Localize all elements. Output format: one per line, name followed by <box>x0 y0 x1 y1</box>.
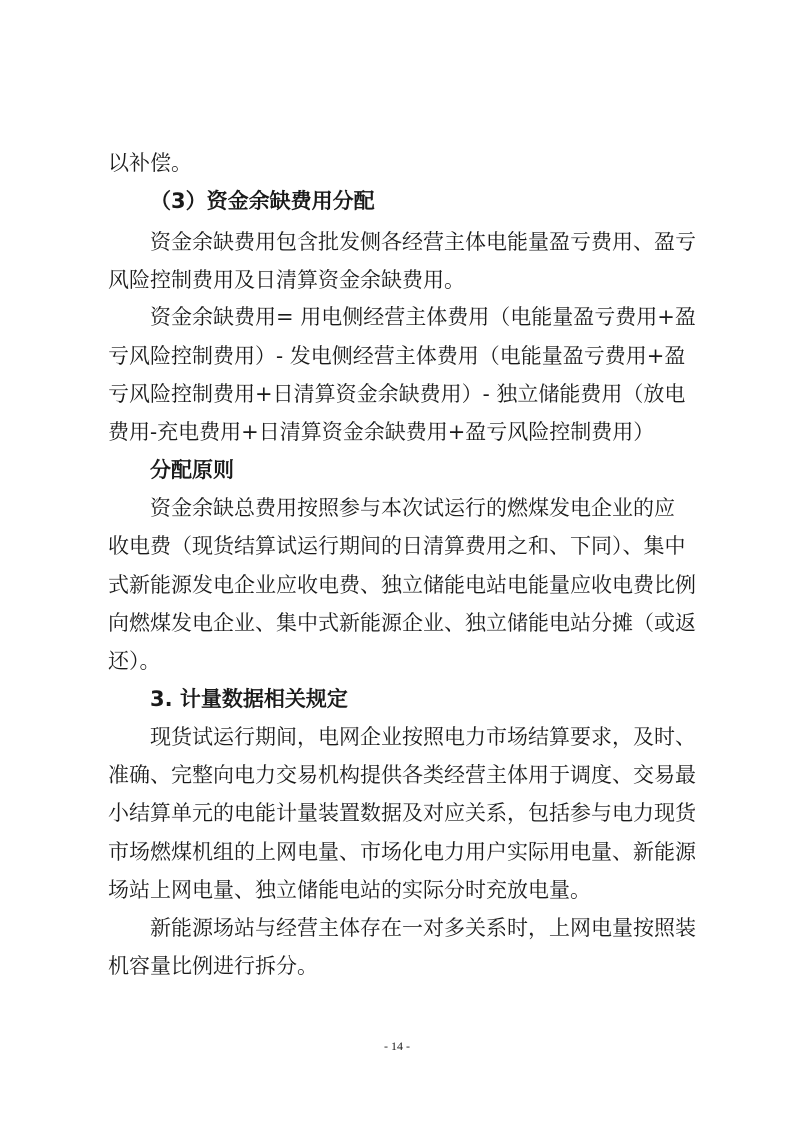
page-number: - 14 - <box>384 1039 410 1053</box>
paragraph-line: 新能源场站与经营主体存在一对多关系时，上网电量按照装 <box>150 916 696 940</box>
paragraph-line: 还）。 <box>108 649 161 673</box>
paragraph-line: 式新能源发电企业应收电费、独立储能电站电能量应收电费比例 <box>108 573 696 597</box>
paragraph-line: 机容量比例进行拆分。 <box>108 954 318 978</box>
paragraph-line: 费用-充电费用+日清算资金余缺费用+盈亏风险控制费用） <box>108 420 655 444</box>
paragraph-line: 现货试运行期间，电网企业按照电力市场结算要求，及时、 <box>150 725 696 749</box>
paragraph-line: 准确、完整向电力交易机构提供各类经营主体用于调度、交易最 <box>108 763 696 787</box>
paragraph-line: 场站上网电量、独立储能电站的实际分时充放电量。 <box>108 878 591 902</box>
paragraph-line: 风险控制费用及日清算资金余缺费用。 <box>108 268 465 292</box>
paragraph-line: 资金余缺费用= 用电侧经营主体费用（电能量盈亏费用+盈 <box>150 305 696 329</box>
paragraph-line: 资金余缺费用包含批发侧各经营主体电能量盈亏费用、盈亏 <box>150 230 696 254</box>
paragraph-line: 亏风险控制费用）- 发电侧经营主体费用（电能量盈亏费用+盈 <box>108 344 686 368</box>
paragraph-line: 亏风险控制费用+日清算资金余缺费用）- 独立储能费用（放电 <box>108 382 686 406</box>
paragraph-line: 收电费（现货结算试运行期间的日清算费用之和、下同）、集中 <box>108 534 686 558</box>
paragraph-line: 资金余缺总费用按照参与本次试运行的燃煤发电企业的应 <box>150 496 675 520</box>
section-heading: （3）资金余缺费用分配 <box>150 189 375 213</box>
paragraph-line: 向燃煤发电企业、集中式新能源企业、独立储能电站分摊（或返 <box>108 611 696 635</box>
subheading: 分配原则 <box>150 458 234 482</box>
paragraph-line: 市场燃煤机组的上网电量、市场化电力用户实际用电量、新能源 <box>108 840 696 864</box>
paragraph-line: 小结算单元的电能计量装置数据及对应关系，包括参与电力现货 <box>108 801 696 825</box>
section-heading: 3. 计量数据相关规定 <box>150 687 348 711</box>
text-line: 以补偿。 <box>108 151 192 175</box>
